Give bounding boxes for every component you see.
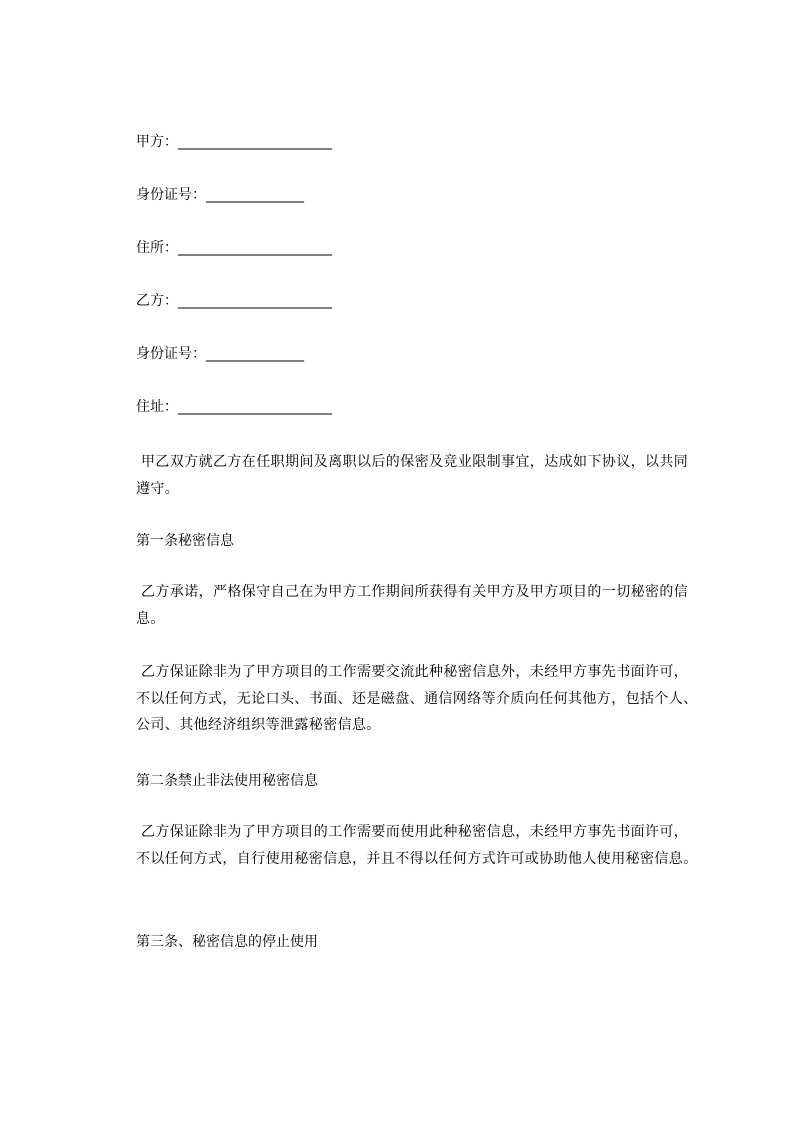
- party-a-residence-blank: ______________________: [178, 240, 332, 256]
- party-b-field: [136, 291, 332, 311]
- party-a-id-field: [136, 185, 304, 205]
- intro-paragraph: 甲乙双方就乙方在任职期间及离职以后的保密及竞业限制事宜，达成如下协议，以共同遵守。: [136, 454, 689, 497]
- party-a-field: [136, 132, 332, 152]
- article-2-paragraph-1: 乙方保证除非为了甲方项目的工作需要而使用此种秘密信息，未经甲方事先书面许可，不以任何方式，自行使用秘密信息，并且不得以任何方式许可或协助他人使用秘密信息。: [136, 824, 698, 867]
- party-a-residence-field: [136, 238, 332, 258]
- party-b-id-blank: ______________: [206, 346, 304, 362]
- article-2-heading: 第二条禁止非法使用秘密信息: [136, 773, 318, 789]
- party-b-address-label: 住址：: [136, 399, 178, 415]
- party-a-residence-label: 住所：: [136, 240, 178, 256]
- party-b-address-field: [136, 397, 332, 417]
- party-b-label: 乙方：: [136, 293, 178, 309]
- party-b-blank: ______________________: [178, 293, 332, 309]
- party-b-id-label: 身份证号：: [136, 346, 206, 362]
- party-a-label: 甲方：: [136, 134, 178, 150]
- party-a-id-label: 身份证号：: [136, 187, 206, 203]
- party-a-id-blank: ______________: [206, 187, 304, 203]
- party-b-address-blank: ______________________: [178, 399, 332, 415]
- party-b-id-field: [136, 344, 304, 364]
- article-1-paragraph-2: 乙方保证除非为了甲方项目的工作需要交流此种秘密信息外，未经甲方事先书面许可，不以任何方式，无论口头、书面、还是磁盘、通信网络等介质向任何其他方，包括个人、公司、其他经济组织等泄露秘密信息。: [136, 664, 698, 733]
- article-3-heading: 第三条、秘密信息的停止使用: [136, 934, 318, 950]
- party-a-blank: ______________________: [178, 134, 332, 150]
- article-1-heading: 第一条秘密信息: [136, 533, 234, 549]
- article-1-paragraph-1: 乙方承诺，严格保守自己在为甲方工作期间所获得有关甲方及甲方项目的一切秘密的信息。: [136, 584, 689, 627]
